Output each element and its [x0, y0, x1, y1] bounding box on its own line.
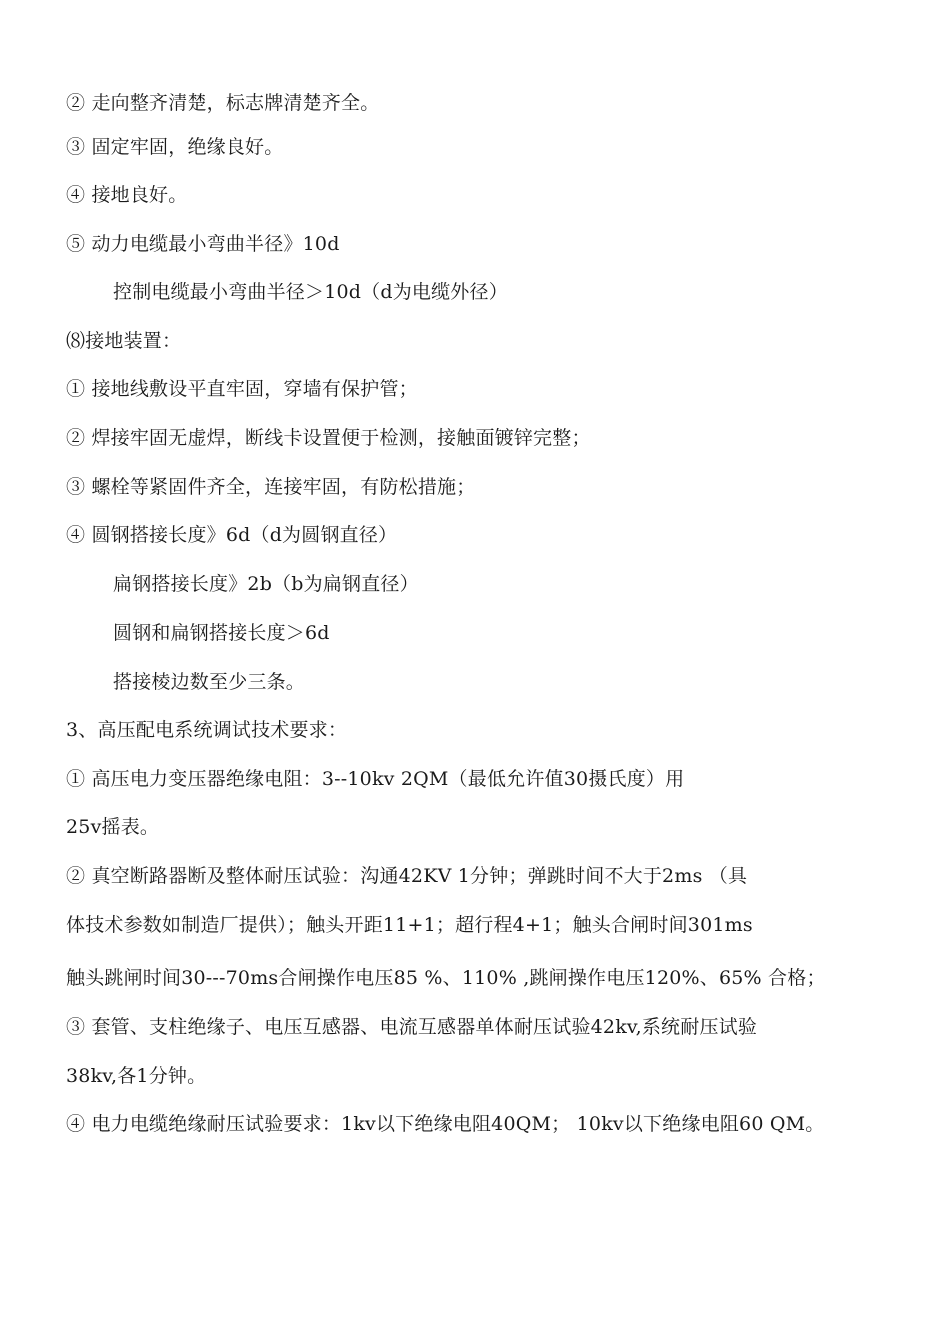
text-line: 搭接棱边数至少三条。 [113, 671, 306, 693]
text-line: ② 走向整齐清楚，标志牌清楚齐全。 [66, 92, 380, 114]
text-line: 圆钢和扁钢搭接长度＞6d [113, 622, 330, 644]
text-line: ③ 螺栓等紧固件齐全，连接牢固，有防松措施； [66, 476, 476, 498]
text-line: ④ 电力电缆绝缘耐压试验要求：1kv以下绝缘电阻40QM； 10kv以下绝缘电阻60 QM。 [66, 1113, 825, 1135]
section-heading: 3、高压配电系统调试技术要求： [66, 719, 348, 741]
text-line: ④ 圆钢搭接长度》6d（d为圆钢直径） [66, 524, 398, 546]
text-line: ② 焊接牢固无虚焊，断线卡设置便于检测，接触面镀锌完整； [66, 427, 591, 449]
text-line: 体技术参数如制造厂提供）；触头开距11+1；超行程4+1；触头合闸时间301ms [66, 914, 753, 936]
text-line: ① 高压电力变压器绝缘电阻：3--10kv 2QM（最低允许值30摄氏度）用 [66, 768, 685, 790]
text-line: 扁钢搭接长度》2b（b为扁钢直径） [113, 573, 419, 595]
text-line: 25v摇表。 [66, 816, 160, 838]
text-line: ⑤ 动力电缆最小弯曲半径》10d [66, 233, 340, 255]
text-line: ③ 套管、支柱绝缘子、电压互感器、电流互感器单体耐压试验42kv,系统耐压试验 [66, 1016, 758, 1038]
text-line: 触头跳闸时间30---70ms合闸操作电压85 %、110% ,跳闸操作电压120%、65% 合格； [66, 967, 826, 989]
text-line: 控制电缆最小弯曲半径＞10d（d为电缆外径） [113, 281, 508, 303]
text-line: ① 接地线敷设平直牢固，穿墙有保护管； [66, 378, 418, 400]
text-line: ③ 固定牢固，绝缘良好。 [66, 136, 284, 158]
text-line: 38kv,各1分钟。 [66, 1065, 207, 1087]
text-line: ② 真空断路器断及整体耐压试验：沟通42KV 1分钟；弹跳时间不大于2ms （具 [66, 865, 748, 887]
section-heading: ⑻接地装置： [66, 330, 182, 352]
text-line: ④ 接地良好。 [66, 184, 188, 206]
